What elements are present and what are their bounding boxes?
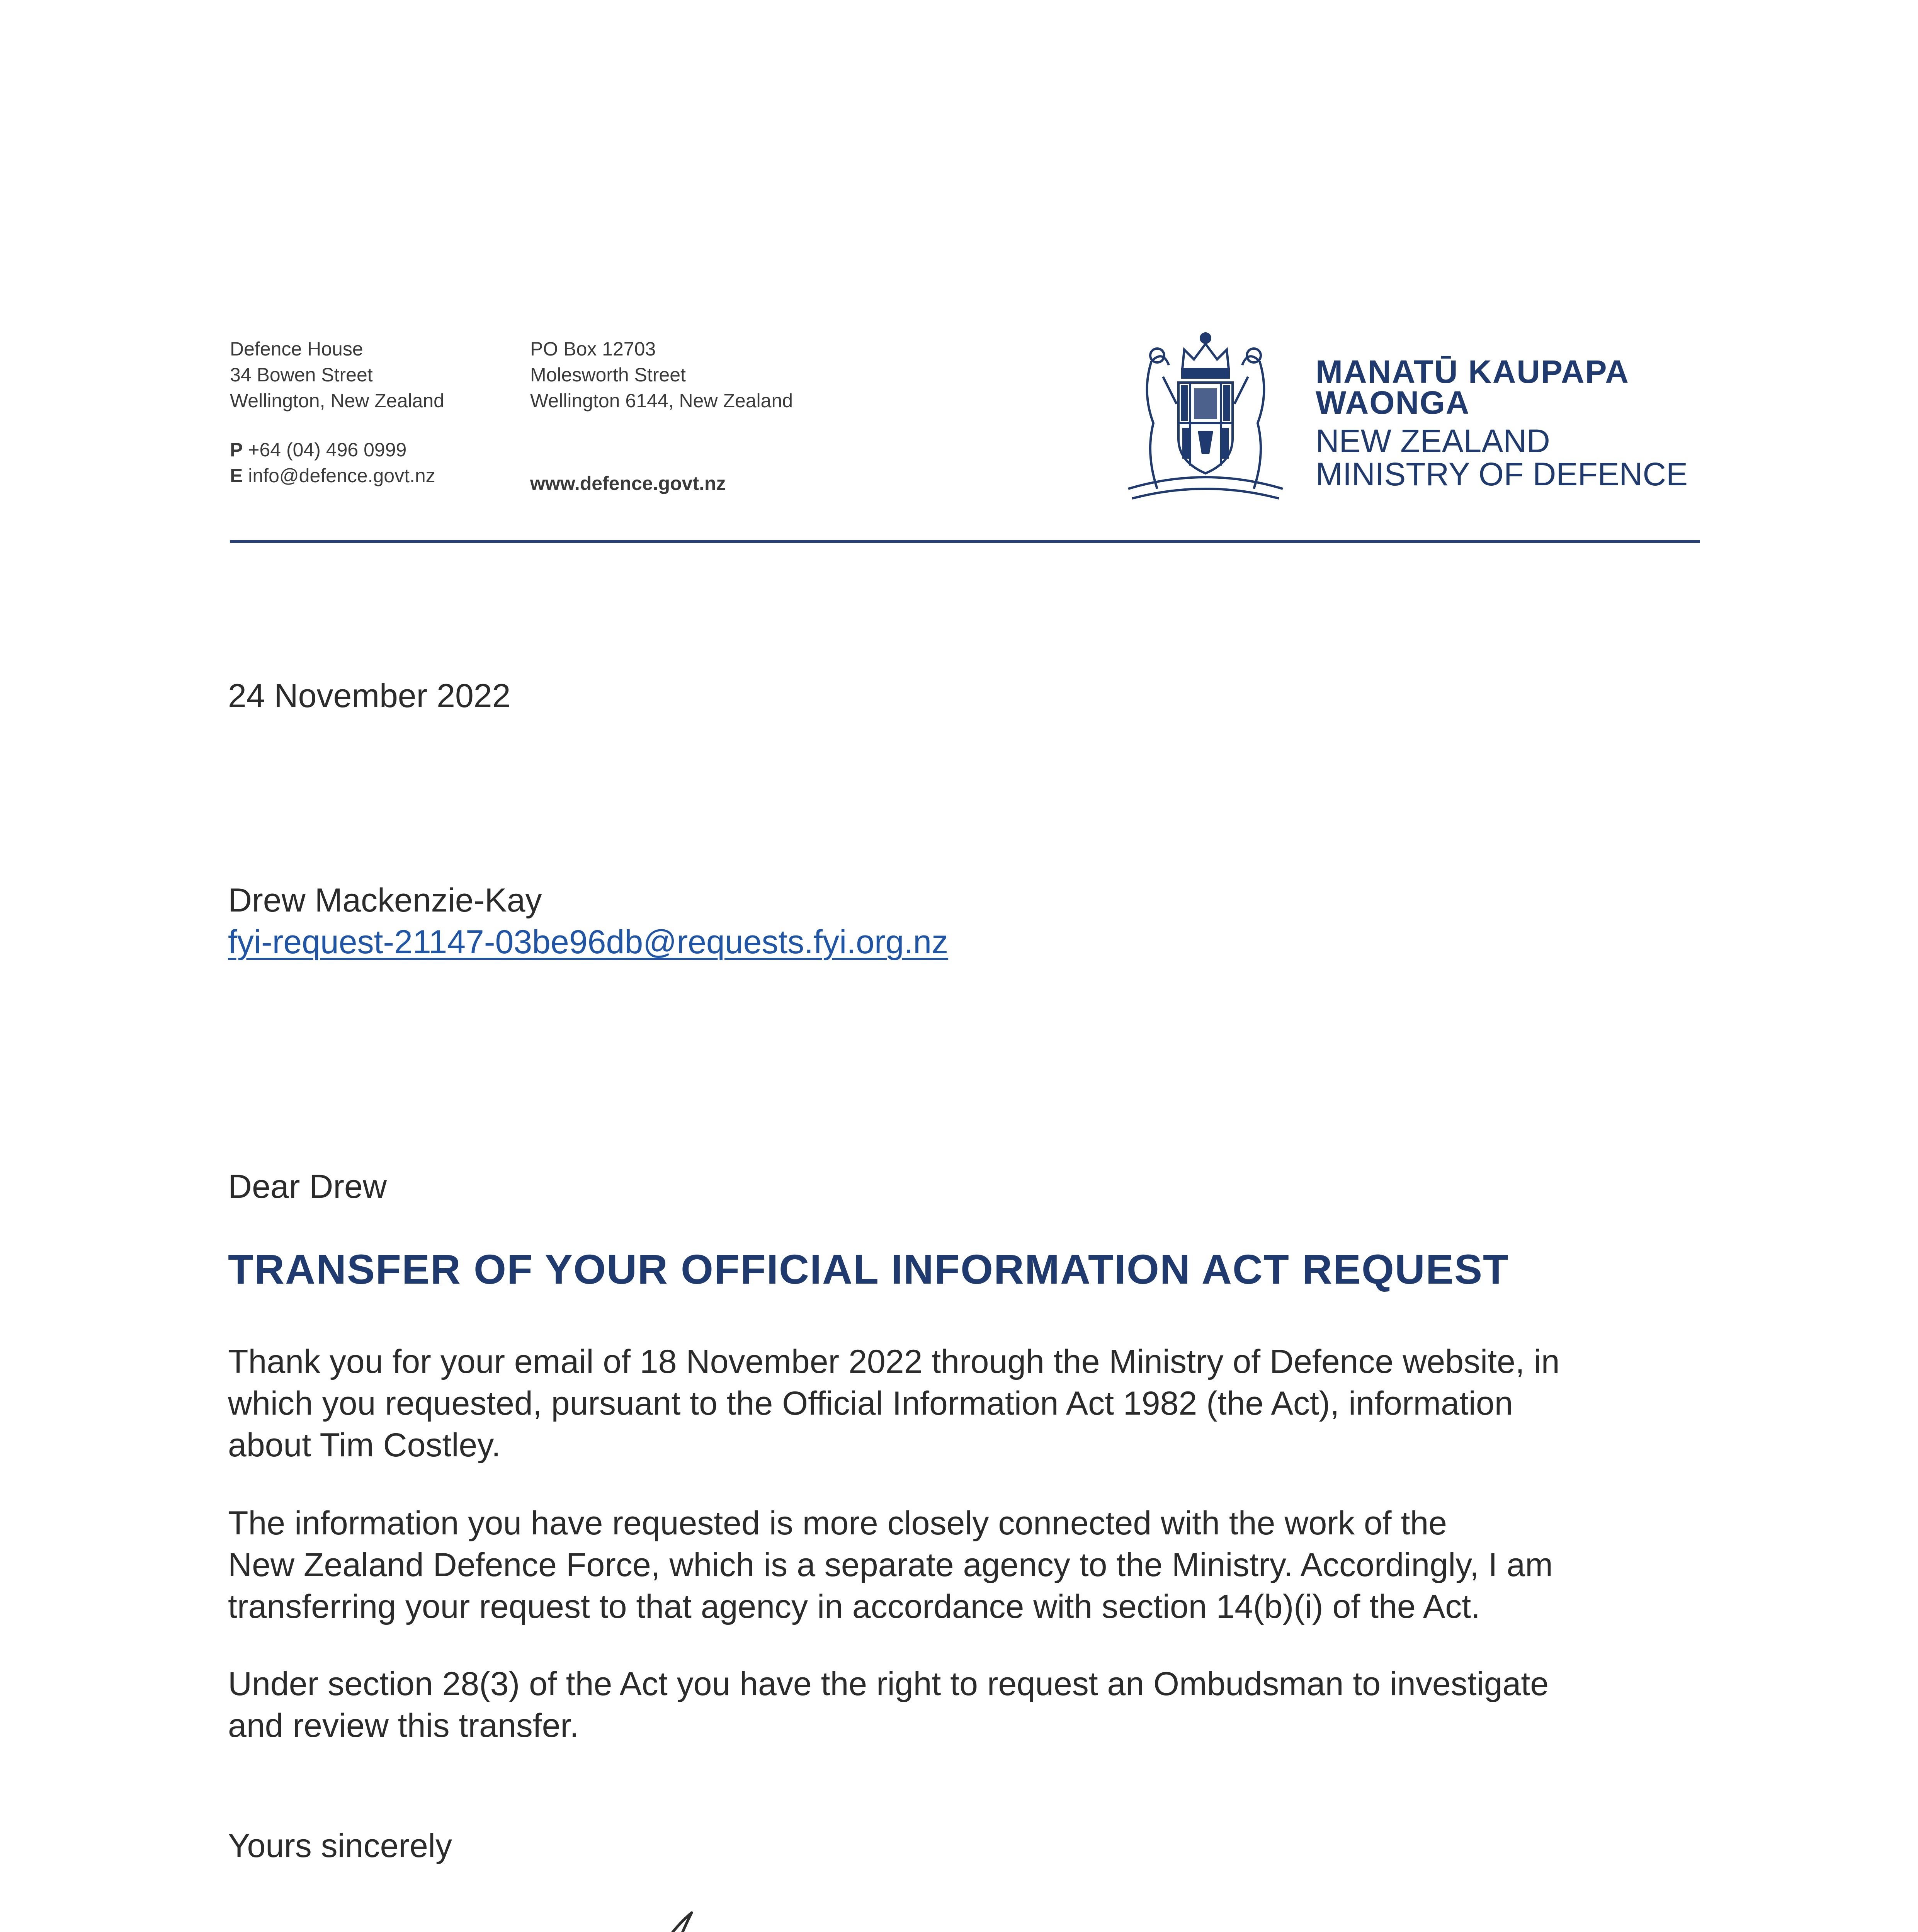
recipient-email-link[interactable]: fyi-request-21147-03be96db@requests.fyi.org.nz xyxy=(228,923,949,961)
paragraph-line: New Zealand Defence Force, which is a separate agency to the Ministry. Accordingly, I am xyxy=(228,1546,1553,1583)
address-line: 34 Bowen Street xyxy=(230,364,373,386)
brand-maori-line-1: MANATŪ KAUPAPA xyxy=(1316,354,1629,390)
salutation: Dear Drew xyxy=(228,1168,387,1205)
address-block xyxy=(230,336,444,414)
website[interactable]: www.defence.govt.nz xyxy=(530,473,726,494)
phone-prefix: P xyxy=(230,439,243,461)
body-paragraph xyxy=(228,1663,1549,1747)
paragraph-line: Under section 28(3) of the Act you have the right to request an Ombudsman to investigate xyxy=(228,1665,1549,1702)
postal-line: Wellington 6144, New Zealand xyxy=(530,390,793,412)
phone-number: +64 (04) 496 0999 xyxy=(248,439,407,461)
coat-of-arms-logo xyxy=(1105,327,1306,508)
letter-heading: TRANSFER OF YOUR OFFICIAL INFORMATION ACT REQUEST xyxy=(228,1246,1509,1293)
paragraph-line: which you requested, pursuant to the Official Information Act 1982 (the Act), information xyxy=(228,1385,1513,1422)
letterhead-divider xyxy=(230,540,1700,543)
paragraph-line: The information you have requested is more closely connected with the work of the xyxy=(228,1505,1447,1542)
postal-line: Molesworth Street xyxy=(530,364,686,386)
address-line: Wellington, New Zealand xyxy=(230,390,444,412)
email-address[interactable]: info@defence.govt.nz xyxy=(248,465,435,486)
phone-line xyxy=(230,437,435,463)
body-paragraph xyxy=(228,1502,1553,1628)
paragraph-line: transferring your request to that agency in accordance with section 14(b)(i) of the Act. xyxy=(228,1588,1480,1625)
closing: Yours sincerely xyxy=(228,1827,452,1864)
postal-line: PO Box 12703 xyxy=(530,338,656,360)
recipient-name: Drew Mackenzie-Kay xyxy=(228,882,542,919)
body-paragraph xyxy=(228,1341,1560,1466)
paragraph-line: about Tim Costley. xyxy=(228,1427,501,1464)
brand-english-line-2: MINISTRY OF DEFENCE xyxy=(1316,456,1688,492)
brand-english-line-1: NEW ZEALAND xyxy=(1316,423,1550,459)
handwritten-signature xyxy=(151,1889,1070,1932)
paragraph-line: and review this transfer. xyxy=(228,1707,579,1744)
paragraph-line: Thank you for your email of 18 November 2022 through the Ministry of Defence website, in xyxy=(228,1343,1560,1380)
brand-block xyxy=(1316,356,1688,491)
contact-block xyxy=(230,437,435,489)
brand-maori-line-2: WAONGA xyxy=(1316,384,1470,421)
address-line: Defence House xyxy=(230,338,363,360)
letter-date: 24 November 2022 xyxy=(228,677,511,714)
email-line xyxy=(230,463,435,489)
postal-block xyxy=(530,336,793,414)
email-prefix: E xyxy=(230,465,243,486)
